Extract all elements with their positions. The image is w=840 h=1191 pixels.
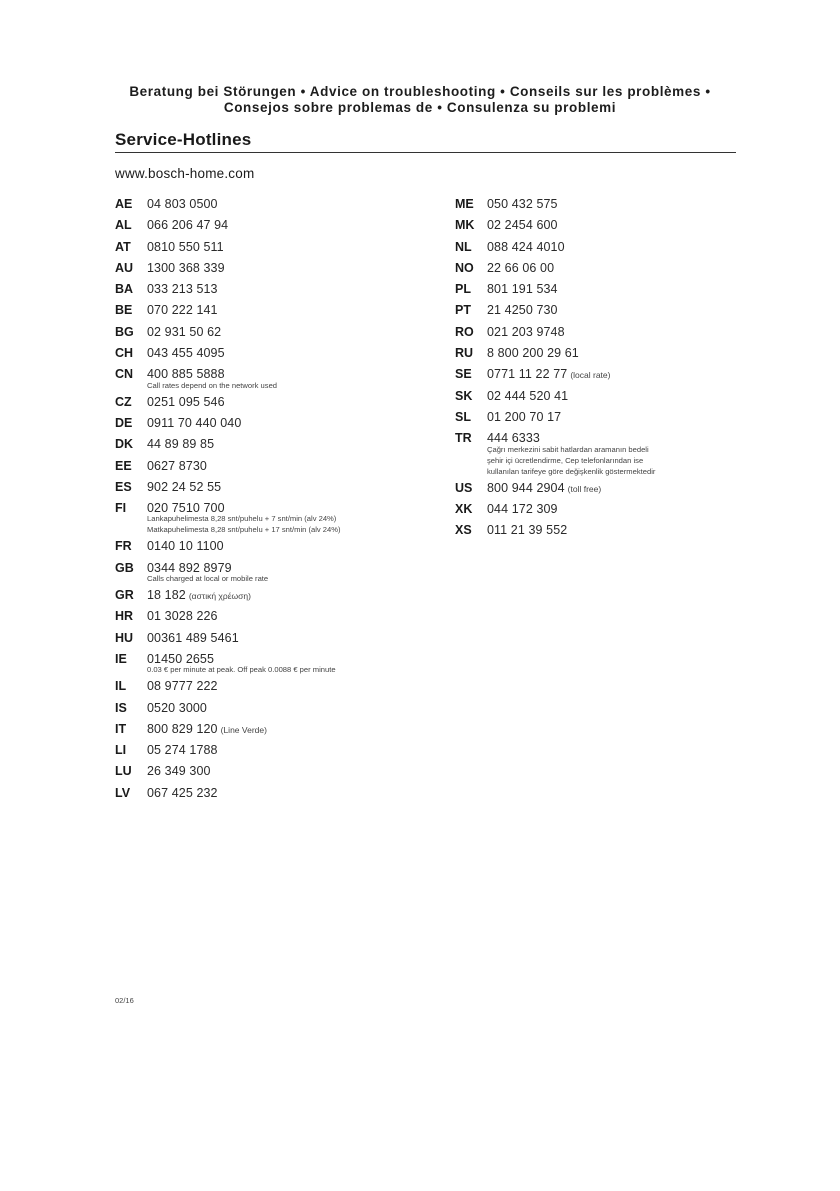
hotline-entry-us: [455, 477, 755, 498]
hotline-entry-sk: [455, 385, 755, 406]
country-code: IT: [115, 721, 127, 736]
website-link[interactable]: www.bosch-home.com: [115, 166, 255, 181]
country-code: SK: [455, 388, 473, 403]
rate-note-line: Calls charged at local or mobile rate: [147, 574, 269, 584]
country-code: PT: [455, 303, 471, 318]
hotline-entry-cz: [115, 391, 435, 412]
country-code: GR: [115, 588, 134, 603]
phone-number[interactable]: 0140 10 1100: [147, 539, 224, 554]
phone-number[interactable]: 22 66 06 00: [487, 260, 555, 275]
title-divider: [115, 152, 736, 153]
rate-note-line: 0.03 € per minute at peak. Off peak 0.0088 € per minute: [147, 665, 336, 675]
phone-number[interactable]: 400 885 5888: [147, 367, 225, 382]
country-code: AU: [115, 260, 134, 275]
hotline-entry-it: [115, 718, 435, 739]
country-code: GB: [115, 560, 134, 575]
hotline-entry-nl: [455, 236, 755, 257]
hotline-row: [115, 455, 435, 476]
country-code: CZ: [115, 394, 132, 409]
header-line-2: Consejos sobre problemas de • Consulenza su problemi: [223, 100, 617, 115]
country-code: CH: [115, 346, 134, 361]
phone-number[interactable]: 0520 3000: [147, 700, 207, 715]
footer-date-code: 02/16: [115, 996, 134, 1005]
country-code: RU: [455, 346, 474, 361]
rate-note-line: şehir içi ücretlendirme, Cep telefonlarından ise: [487, 455, 644, 465]
phone-number[interactable]: 05 274 1788: [147, 743, 218, 758]
phone-number[interactable]: 067 425 232: [147, 785, 218, 800]
hotline-entry-al: [115, 214, 435, 235]
hotline-entry-ba: [115, 278, 435, 299]
country-code: IE: [115, 651, 127, 666]
hotline-row: [455, 214, 755, 235]
hotline-entry-fr: [115, 535, 435, 556]
country-code: BA: [115, 282, 134, 297]
header-line-1: Beratung bei Störungen • Advice on troubleshooting • Conseils sur les problèmes •: [129, 84, 711, 99]
country-code: HR: [115, 609, 134, 624]
phone-number[interactable]: 0627 8730: [147, 458, 207, 473]
hotline-row: [115, 675, 435, 696]
hotline-column-right: [455, 193, 755, 540]
hotline-row: [455, 385, 755, 406]
hotline-entry-tr: [455, 427, 755, 476]
phone-number[interactable]: 0251 095 546: [147, 394, 225, 409]
rate-note: (local rate): [570, 370, 611, 381]
hotline-row: [115, 214, 435, 235]
hotline-entry-hu: [115, 627, 435, 648]
phone-number[interactable]: 088 424 4010: [487, 239, 565, 254]
hotline-entry-au: [115, 257, 435, 278]
country-code: IS: [115, 700, 127, 715]
page-title: Service-Hotlines: [115, 130, 252, 149]
country-code: XS: [455, 523, 472, 538]
hotline-row: [455, 236, 755, 257]
phone-number[interactable]: 020 7510 700: [147, 501, 225, 516]
country-code: AE: [115, 197, 133, 211]
hotline-entry-ee: [115, 455, 435, 476]
hotline-row: [455, 519, 755, 540]
phone-number[interactable]: 066 206 47 94: [147, 218, 229, 233]
phone-number[interactable]: 01 3028 226: [147, 609, 218, 624]
hotline-row: [115, 433, 435, 454]
hotline-entry-de: [115, 412, 435, 433]
phone-number[interactable]: 44 89 89 85: [147, 437, 215, 452]
hotline-row: [115, 193, 435, 214]
hotline-entry-cn: [115, 363, 435, 390]
hotline-row: [455, 257, 755, 278]
country-code: LV: [115, 785, 131, 800]
country-code: EE: [115, 458, 132, 473]
hotline-column-left: [115, 193, 435, 803]
phone-number[interactable]: 02 2454 600: [487, 218, 558, 233]
hotline-entry-ch: [115, 342, 435, 363]
hotline-entry-lu: [115, 760, 435, 781]
hotline-entry-xs: [455, 519, 755, 540]
hotline-entry-ru: [455, 342, 755, 363]
hotline-row: [455, 299, 755, 320]
hotline-entry-no: [455, 257, 755, 278]
hotline-row: [455, 321, 755, 342]
hotline-row: [115, 697, 435, 718]
hotline-entry-ro: [455, 321, 755, 342]
page-header: [100, 84, 740, 116]
country-code: IL: [115, 679, 127, 694]
phone-number[interactable]: 801 191 534: [487, 282, 558, 297]
hotline-row: [115, 584, 435, 605]
rate-note-line: Call rates depend on the network used: [147, 380, 278, 390]
country-code: PL: [455, 282, 471, 297]
country-code: SE: [455, 367, 472, 382]
hotline-entry-bg: [115, 321, 435, 342]
hotline-entry-sl: [455, 406, 755, 427]
country-code: DE: [115, 415, 133, 430]
phone-number[interactable]: 8 800 200 29 61: [487, 346, 579, 361]
hotline-entry-ie: [115, 648, 435, 675]
phone-number[interactable]: 043 455 4095: [147, 346, 225, 361]
phone-number[interactable]: 800 829 120: [147, 721, 218, 736]
country-code: HU: [115, 630, 134, 645]
phone-number[interactable]: 04 803 0500: [147, 197, 218, 211]
hotline-entry-gb: [115, 557, 435, 584]
hotline-entry-fi: [115, 497, 435, 535]
hotline-row: [115, 412, 435, 433]
rate-note-line: kullanılan tarifeye göre değişkenlik göstermektedir: [487, 466, 656, 476]
hotline-entry-lv: [115, 782, 435, 803]
phone-number[interactable]: 0810 550 511: [147, 239, 224, 254]
hotline-row: [115, 278, 435, 299]
hotline-row: [115, 782, 435, 803]
hotline-row: [115, 718, 435, 739]
hotline-row: [115, 535, 435, 556]
hotline-row: [115, 627, 435, 648]
hotline-entry-es: [115, 476, 435, 497]
phone-number[interactable]: 01 200 70 17: [487, 409, 562, 424]
hotline-row: [115, 321, 435, 342]
phone-number[interactable]: 044 172 309: [487, 501, 558, 516]
phone-number[interactable]: 444 6333: [487, 431, 540, 446]
country-code: DK: [115, 437, 134, 452]
phone-number[interactable]: 02 444 520 41: [487, 388, 569, 403]
hotline-entry-is: [115, 697, 435, 718]
hotline-row: [115, 476, 435, 497]
phone-number[interactable]: 26 349 300: [147, 764, 211, 779]
country-code: LI: [115, 743, 127, 758]
rate-note: (Line Verde): [220, 724, 267, 735]
hotline-row: [115, 342, 435, 363]
country-code: MK: [455, 218, 475, 233]
hotline-row: [115, 299, 435, 320]
hotline-row: [115, 236, 435, 257]
hotline-entry-se: [455, 363, 755, 384]
country-code: NO: [455, 260, 474, 275]
country-code: BE: [115, 303, 133, 318]
phone-number[interactable]: 902 24 52 55: [147, 479, 222, 494]
hotline-row: [115, 605, 435, 626]
country-code: LU: [115, 764, 132, 779]
hotline-entry-be: [115, 299, 435, 320]
hotline-row: [115, 391, 435, 412]
hotline-row: [115, 739, 435, 760]
hotline-entry-hr: [115, 605, 435, 626]
phone-number[interactable]: 050 432 575: [487, 197, 558, 211]
country-code: FI: [115, 501, 127, 516]
phone-number[interactable]: 1300 368 339: [147, 260, 225, 275]
country-code: US: [455, 480, 473, 495]
hotline-entry-ae: [115, 193, 435, 214]
phone-number[interactable]: 01450 2655: [147, 651, 215, 666]
hotline-row: [115, 257, 435, 278]
country-code: XK: [455, 501, 473, 516]
phone-number[interactable]: 033 213 513: [147, 282, 218, 297]
hotline-row: [455, 193, 755, 214]
hotline-entry-il: [115, 675, 435, 696]
hotline-row: [455, 477, 755, 498]
rate-note-line: Çağrı merkezini sabit hatlardan aramanın bedeli: [487, 444, 649, 454]
phone-number[interactable]: 070 222 141: [147, 303, 218, 318]
phone-number[interactable]: 0771 11 22 77: [487, 367, 568, 382]
rate-note-line: Lankapuhelimesta 8,28 snt/puhelu + 7 snt/min (alv 24%): [147, 514, 337, 524]
phone-number[interactable]: 800 944 2904: [487, 480, 565, 495]
hotline-row: [455, 498, 755, 519]
country-code: ES: [115, 479, 132, 494]
hotline-row: [115, 760, 435, 781]
hotline-entry-mk: [455, 214, 755, 235]
rate-note: (αστική χρέωση): [188, 591, 251, 602]
phone-number[interactable]: 00361 489 5461: [147, 630, 239, 645]
phone-number[interactable]: 021 203 9748: [487, 324, 565, 339]
country-code: AL: [115, 218, 132, 233]
hotline-entry-li: [115, 739, 435, 760]
phone-number[interactable]: 011 21 39 552: [487, 523, 568, 538]
country-code: TR: [455, 431, 472, 446]
hotline-entry-dk: [115, 433, 435, 454]
country-code: NL: [455, 239, 472, 254]
phone-number[interactable]: 0344 892 8979: [147, 560, 232, 575]
country-code: AT: [115, 239, 131, 254]
hotline-entry-pt: [455, 299, 755, 320]
rate-note-line: Matkapuhelimesta 8,28 snt/puhelu + 17 snt/min (alv 24%): [147, 525, 341, 535]
hotline-row: [455, 342, 755, 363]
rate-note: (toll free): [567, 483, 602, 494]
hotline-entry-me: [455, 193, 755, 214]
hotline-row: [455, 363, 755, 384]
phone-number[interactable]: 0911 70 440 040: [147, 415, 242, 430]
phone-number[interactable]: 18 182: [147, 588, 186, 603]
phone-number[interactable]: 02 931 50 62: [147, 324, 222, 339]
hotline-row: [455, 406, 755, 427]
country-code: BG: [115, 324, 134, 339]
hotline-entry-xk: [455, 498, 755, 519]
country-code: ME: [455, 197, 474, 211]
phone-number[interactable]: 08 9777 222: [147, 679, 218, 694]
country-code: SL: [455, 409, 471, 424]
phone-number[interactable]: 21 4250 730: [487, 303, 558, 318]
country-code: RO: [455, 324, 474, 339]
hotline-entry-gr: [115, 584, 435, 605]
country-code: FR: [115, 539, 132, 554]
hotline-entry-pl: [455, 278, 755, 299]
country-code: CN: [115, 367, 134, 382]
hotline-entry-at: [115, 236, 435, 257]
hotline-row: [455, 278, 755, 299]
